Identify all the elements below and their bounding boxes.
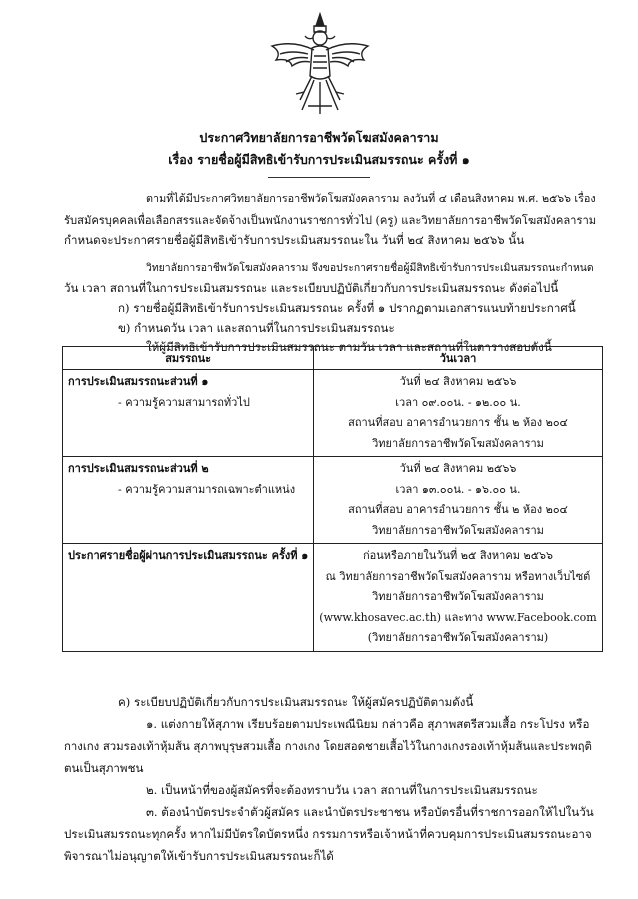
title-divider bbox=[268, 177, 370, 178]
row2-detail: - ความรู้ความสามารถเฉพาะตำแหน่ง bbox=[118, 482, 296, 496]
item-a: ก) รายชื่อผู้มีสิทธิเข้ารับการประเมินสมรรถนะ ครั้งที่ ๑ ปรากฏตามเอกสารแนบท้ายประกาศนี้ bbox=[118, 301, 576, 315]
row1-line2: เวลา ๐๙.๐๐น. - ๑๒.๐๐ น. bbox=[395, 395, 521, 409]
rule3-line3: พิจารณาไม่อนุญาตให้เข้ารับการประเมินสมรรถนะก็ได้ bbox=[64, 849, 334, 863]
header-datetime: วันเวลา bbox=[314, 347, 602, 370]
header-competency: สมรรถนะ bbox=[63, 347, 314, 370]
rule1-line2: กางเกง สวมรองเท้าหุ้มส้น สุภาพบุรุษสวมเสื้อ กางเกง โดยสอดชายเสื้อไว้ในกางเกงรองเท้าหุ้มส้นและประพฤติ bbox=[64, 739, 592, 753]
item-b: ข) กำหนดวัน เวลา และสถานที่ในการประเมินสมรรถนะ bbox=[118, 321, 395, 335]
item-b-detail: ให้ผู้มีสิทธิเข้ารับการประเมินสมรรถนะ ตามวัน เวลา และสถานที่ในตารางสอบดังนี้ bbox=[146, 340, 552, 354]
row2-datetime bbox=[314, 457, 602, 544]
row1-line3: สถานที่สอบ อาคารอำนวยการ ชั้น ๒ ห้อง ๒๐๔ bbox=[348, 416, 568, 429]
row3-line3: วิทยาลัยการอาชีพวัดโฆสมังคลาราม bbox=[372, 590, 544, 603]
org-title: ประกาศวิทยาลัยการอาชีพวัดโฆสมังคลาราม bbox=[199, 130, 439, 145]
row2-competency bbox=[63, 457, 314, 544]
row2-line4: วิทยาลัยการอาชีพวัดโฆสมังคลาราม bbox=[372, 523, 544, 537]
row3-competency bbox=[63, 544, 314, 652]
rule3-line2: ประเมินสมรรถนะทุกครั้ง หากไม่มีบัตรใดบัตรหนึ่ง กรรมการหรือเจ้าหน้าที่ควบคุมการประเมินสมรรถนะอาจ bbox=[64, 827, 592, 841]
row3-line4: (www.khosavec.ac.th) และทาง www.Facebook.com bbox=[319, 610, 597, 624]
para2-line1: วิทยาลัยการอาชีพวัดโฆสมังคลาราม จึงขอประกาศรายชื่อผู้มีสิทธิเข้ารับการประเมินสมรรถนะกำหนด bbox=[146, 262, 594, 274]
para1-line1: ตามที่ได้มีประกาศวิทยาลัยการอาชีพวัดโฆสมังคลาราม ลงวันที่ ๔ เดือนสิงหาคม พ.ศ. ๒๕๖๖ เรื่อง bbox=[146, 192, 596, 205]
table-header-row bbox=[63, 347, 603, 370]
row3-datetime bbox=[314, 544, 602, 652]
rule1-line3: ตนเป็นสุภาพชน bbox=[64, 761, 144, 775]
row1-detail: - ความรู้ความสามารถทั่วไป bbox=[118, 395, 250, 409]
row3-line1: ก่อนหรือภายในวันที่ ๒๕ สิงหาคม ๒๕๖๖ bbox=[363, 549, 553, 562]
para2-line2: วัน เวลา สถานที่ในการประเมินสมรรถนะ และระเบียบปฏิบัติเกี่ยวกับการประเมินสมรรถนะ ดังต่อไปนี้ bbox=[64, 281, 559, 295]
row2-line1: วันที่ ๒๔ สิงหาคม ๒๕๖๖ bbox=[399, 462, 517, 475]
rule1-line1: ๑. แต่งกายให้สุภาพ เรียบร้อยตามประเพณีนิยม กล่าวคือ สุภาพสตรีสวมเสื้อ กระโปรง หรือ bbox=[146, 717, 590, 731]
rule2: ๒. เป็นหน้าที่ของผู้สมัครที่จะต้องทราบวัน เวลา สถานที่ในการประเมินสมรรถนะ bbox=[146, 783, 538, 797]
garuda-emblem-icon bbox=[264, 10, 376, 122]
row3-line5: (วิทยาลัยการอาชีพวัดโฆสมังคลาราม) bbox=[367, 631, 549, 644]
row2-line3: สถานที่สอบ อาคารอำนวยการ ชั้น ๒ ห้อง ๒๐๔ bbox=[348, 503, 568, 516]
row1-line1: วันที่ ๒๔ สิงหาคม ๒๕๖๖ bbox=[399, 375, 517, 388]
table-row bbox=[63, 544, 603, 652]
row3-line2: ณ วิทยาลัยการอาชีพวัดโฆสมังคลาราม หรือทางเว็บไซต์ bbox=[325, 569, 591, 583]
table-row bbox=[63, 457, 603, 544]
row1-datetime bbox=[314, 370, 602, 457]
subject-title: เรื่อง รายชื่อผู้มีสิทธิเข้ารับการประเมินสมรรถนะ ครั้งที่ ๑ bbox=[168, 152, 470, 167]
row2-line2: เวลา ๑๓.๐๐น. - ๑๖.๐๐ น. bbox=[395, 482, 521, 496]
rule3-line1: ๓. ต้องนำบัตรประจำตัวผู้สมัคร และนำบัตรประชาชน หรือบัตรอื่นที่ราชการออกให้ไปในวัน bbox=[146, 805, 594, 819]
rules-heading: ค) ระเบียบปฏิบัติเกี่ยวกับการประเมินสมรรถนะ ให้ผู้สมัครปฏิบัติตามดังนี้ bbox=[118, 695, 474, 709]
row1-line4: วิทยาลัยการอาชีพวัดโฆสมังคลาราม bbox=[372, 436, 544, 450]
schedule-table bbox=[62, 346, 603, 652]
row3-title: ประกาศรายชื่อผู้ผ่านการประเมินสมรรถนะ ครั้งที่ ๑ bbox=[68, 549, 309, 562]
para1-line2: รับสมัครบุคคลเพื่อเลือกสรรและจัดจ้างเป็นพนักงานราชการทั่วไป (ครู) และวิทยาลัยการอาชีพวัดโฆสมังคลาราม bbox=[64, 214, 597, 227]
row1-competency bbox=[63, 370, 314, 457]
row2-title: การประเมินสมรรถนะส่วนที่ ๒ bbox=[68, 462, 209, 475]
para1-line3: กำหนดจะประกาศรายชื่อผู้มีสิทธิเข้ารับการประเมินสมรรถนะใน วันที่ ๒๔ สิงหาคม ๒๕๖๖ นั้น bbox=[64, 233, 525, 247]
table-row bbox=[63, 370, 603, 457]
row1-title: การประเมินสมรรถนะส่วนที่ ๑ bbox=[68, 375, 209, 388]
